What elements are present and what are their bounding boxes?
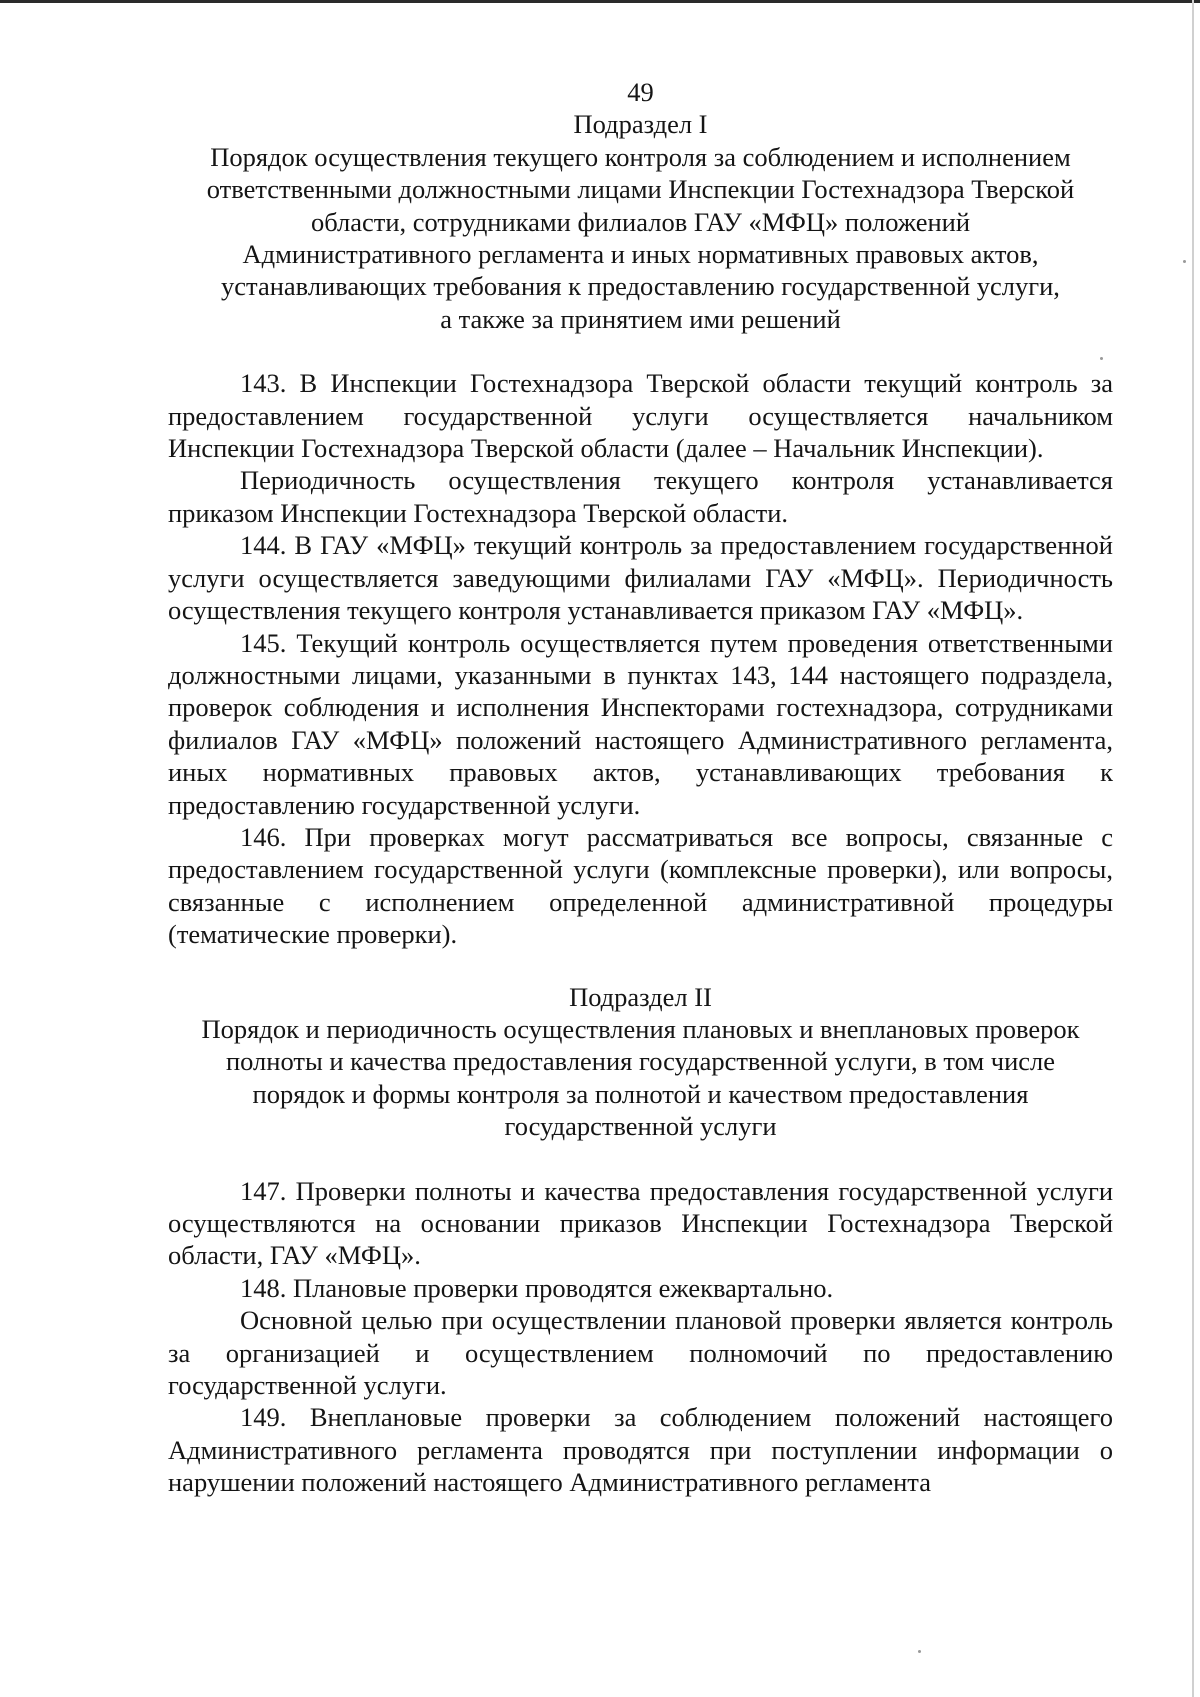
page-number: 49 [627, 77, 654, 107]
section-1-label: Подраздел I [573, 109, 708, 140]
section-1-title-line: устанавливающих требования к предоставлению государственной услуги, [221, 271, 1060, 302]
paragraph-146: 146. При проверках могут рассматриваться все вопросы, связанные с предоставлением государственной услуги (комплексные проверки), или вопросы, связанные с исполнением определенной административной процедуры (тематические проверки). [168, 821, 1113, 950]
paragraph-planned-goal: Основной целью при осуществлении плановой проверки является контроль за организацией и осуществлением полномочий по предоставлению государственной услуги. [168, 1305, 1113, 1401]
section-2-label: Подраздел II [569, 981, 712, 1012]
scan-edge-top [0, 0, 1200, 3]
spacer [168, 335, 1113, 367]
section-2-title-line: порядок и формы контроля за полнотой и качеством предоставления [252, 1078, 1029, 1109]
paragraph-143: 143. В Инспекции Гостехнадзора Тверской области текущий контроль за предоставлением государственной услуги осуществляется начальником Инспекции Гостехнадзора Тверской области (далее – Начальник Инспекции). [168, 368, 1113, 464]
section-1-title-line: Порядок осуществления текущего контроля за соблюдением и исполнением [210, 141, 1071, 172]
section-2-heading [168, 981, 1113, 1143]
scan-edge-right [1192, 0, 1194, 1697]
section-1-heading [168, 108, 1113, 335]
scan-speck [918, 1650, 921, 1653]
section-2-title-line: Порядок и периодичность осуществления плановых и внеплановых проверок [201, 1013, 1080, 1044]
spacer [168, 951, 1113, 981]
paragraph-148: 148. Плановые проверки проводятся ежеквартально. [240, 1272, 834, 1303]
section-1-title-line: Административного регламента и иных нормативных правовых актов, [242, 239, 1039, 270]
section-1-title-line: области, сотрудниками филиалов ГАУ «МФЦ» положений [310, 206, 971, 237]
section-1-title-line: ответственными должностными лицами Инспекции Гостехнадзора Тверской [206, 174, 1075, 205]
paragraph-periodicity: Периодичность осуществления текущего контроля устанавливается приказом Инспекции Гостехнадзора Тверской области. [168, 465, 1113, 528]
scan-speck [1183, 260, 1186, 263]
paragraph-149: 149. Внеплановые проверки за соблюдением положений настоящего Административного регламента проводятся при поступлении информации о нарушении положений настоящего Административного регламента [168, 1402, 1113, 1498]
paragraph-147: 147. Проверки полноты и качества предоставления государственной услуги осуществляются на основании приказов Инспекции Гостехнадзора Тверской области, ГАУ «МФЦ». [168, 1175, 1113, 1271]
section-1-title-line: а также за принятием ими решений [440, 303, 841, 334]
paragraph-145: 145. Текущий контроль осуществляется путем проведения ответственными должностными лицами, указанными в пунктах 143, 144 настоящего подраздела, проверок соблюдения и исполнения Инспекторами гостехнадзора, сотрудниками филиалов ГАУ «МФЦ» положений настоящего Административного регламента, иных нормативных правовых актов, устанавливающих требования к предоставлению государственной услуги. [168, 627, 1113, 820]
paragraph-144: 144. В ГАУ «МФЦ» текущий контроль за предоставлением государственной услуги осуществляется заведующими филиалами ГАУ «МФЦ». Периодичность осуществления текущего контроля устанавливается приказом ГАУ «МФЦ». [168, 530, 1113, 626]
section-2-title-line: полноты и качества предоставления государственной услуги, в том числе [225, 1046, 1056, 1077]
page-content [168, 76, 1113, 1499]
spacer [168, 1143, 1113, 1175]
section-2-title-line: государственной услуги [504, 1111, 777, 1142]
